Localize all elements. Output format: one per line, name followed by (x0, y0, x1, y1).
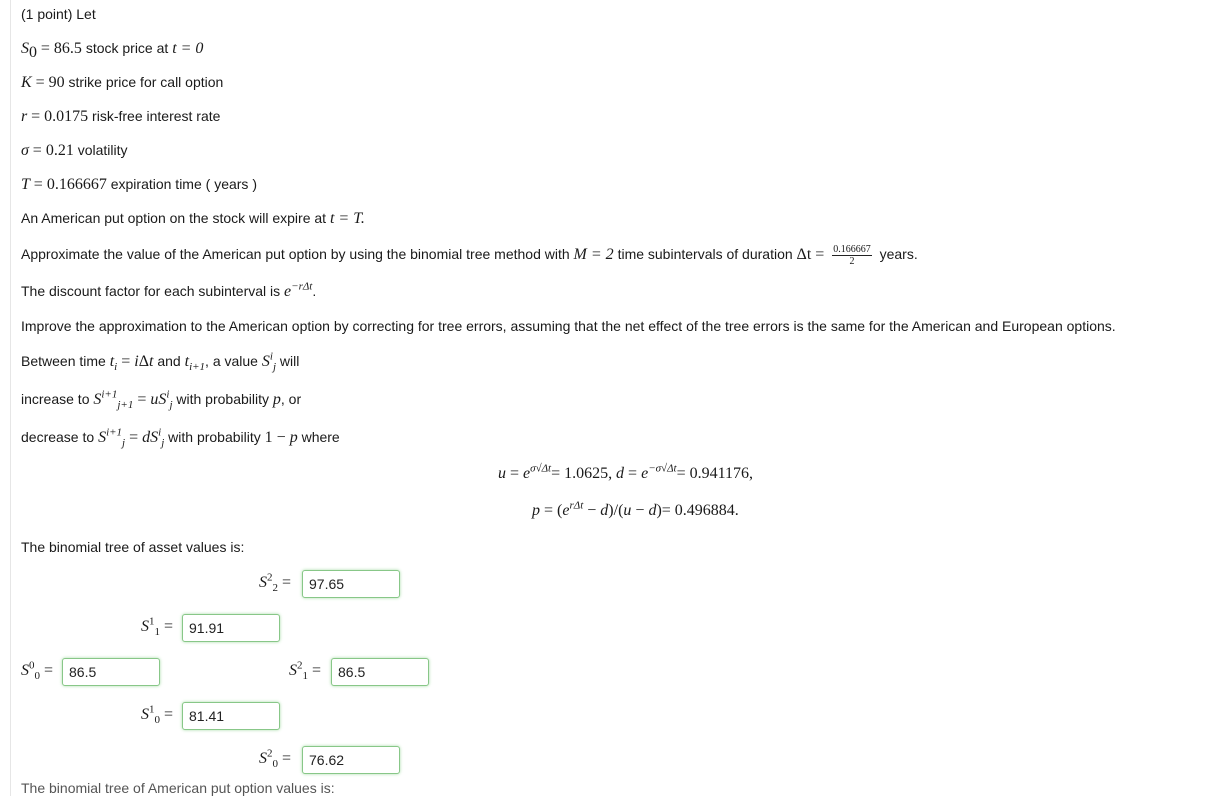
tree-heading: The binomial tree of asset values is: (21, 539, 245, 555)
tree-input-s12[interactable]: 86.5 (331, 658, 429, 686)
param-s0: $S_0 = 86.5$ stock price at t = 0 (21, 40, 204, 61)
ud-equation: $u = e^{\sigma√\Delta t}= 1.0625$, $d = e^{-\sigma√\Delta t}= 0.941176$, (498, 462, 754, 482)
approx-line: Approximate the value of the American put option by using the binomial tree method with M = 2 time subintervals of duration Δt = $\frac{0.166667}{2}$ years. (21, 244, 918, 267)
tree-label-s12: $S^2_1$ = (289, 659, 322, 683)
tree-input-s02[interactable]: 76.62 (302, 746, 400, 774)
problem-intro: (1 point) Let (21, 6, 96, 22)
param-t: T = 0.166667 expiration time ( years ) (21, 176, 257, 193)
param-k: K = 90 strike price for call option (21, 74, 224, 91)
decrease-line: decrease to $S^{i+1}_j = dS^i_j$ with probability 1 − p where (21, 426, 340, 450)
tree-input-s01[interactable]: 81.41 (182, 702, 280, 730)
tree-label-s22: $S^2_2$ = (259, 571, 292, 595)
tree-label-s02: $S^2_0$ = (259, 747, 292, 771)
between-line: Between time $t_i = i\Delta t$ and $t_{i+1}$, a value $S^i_j$ will (21, 350, 300, 374)
tree-input-s11[interactable]: 91.91 (182, 614, 280, 642)
tree-input-s22[interactable]: 97.65 (302, 570, 400, 598)
cut-off-text: The binomial tree of American put option values is: (21, 780, 335, 796)
param-sigma: σ = 0.21 volatility (21, 142, 128, 159)
param-r: r = 0.0175 risk-free interest rate (21, 108, 221, 125)
american-line: An American put option on the stock will expire at t = T. (21, 210, 365, 227)
tree-label-s00: $S^0_0$ = (21, 659, 54, 683)
discount-line: The discount factor for each subinterval is $e^{-r\Delta t}$. (21, 280, 317, 300)
improve-line: Improve the approximation to the American option by correcting for tree errors, assuming that the net effect of the tree errors is the same for the American and European options. (21, 318, 1116, 334)
tree-label-s11: $S^1_1$ = (141, 615, 174, 639)
tree-label-s01: $S^1_0$ = (141, 703, 174, 727)
dt-fraction: $\frac{0.166667}{2}$ (833, 244, 871, 267)
increase-line: increase to $S^{i+1}_{j+1} = uS^i_j$ with probability p, or (21, 388, 302, 412)
tree-input-s00[interactable]: 86.5 (62, 658, 160, 686)
p-equation: $p = (e^{r\Delta t} - d)/(u - d)= 0.496884$. (532, 499, 739, 519)
